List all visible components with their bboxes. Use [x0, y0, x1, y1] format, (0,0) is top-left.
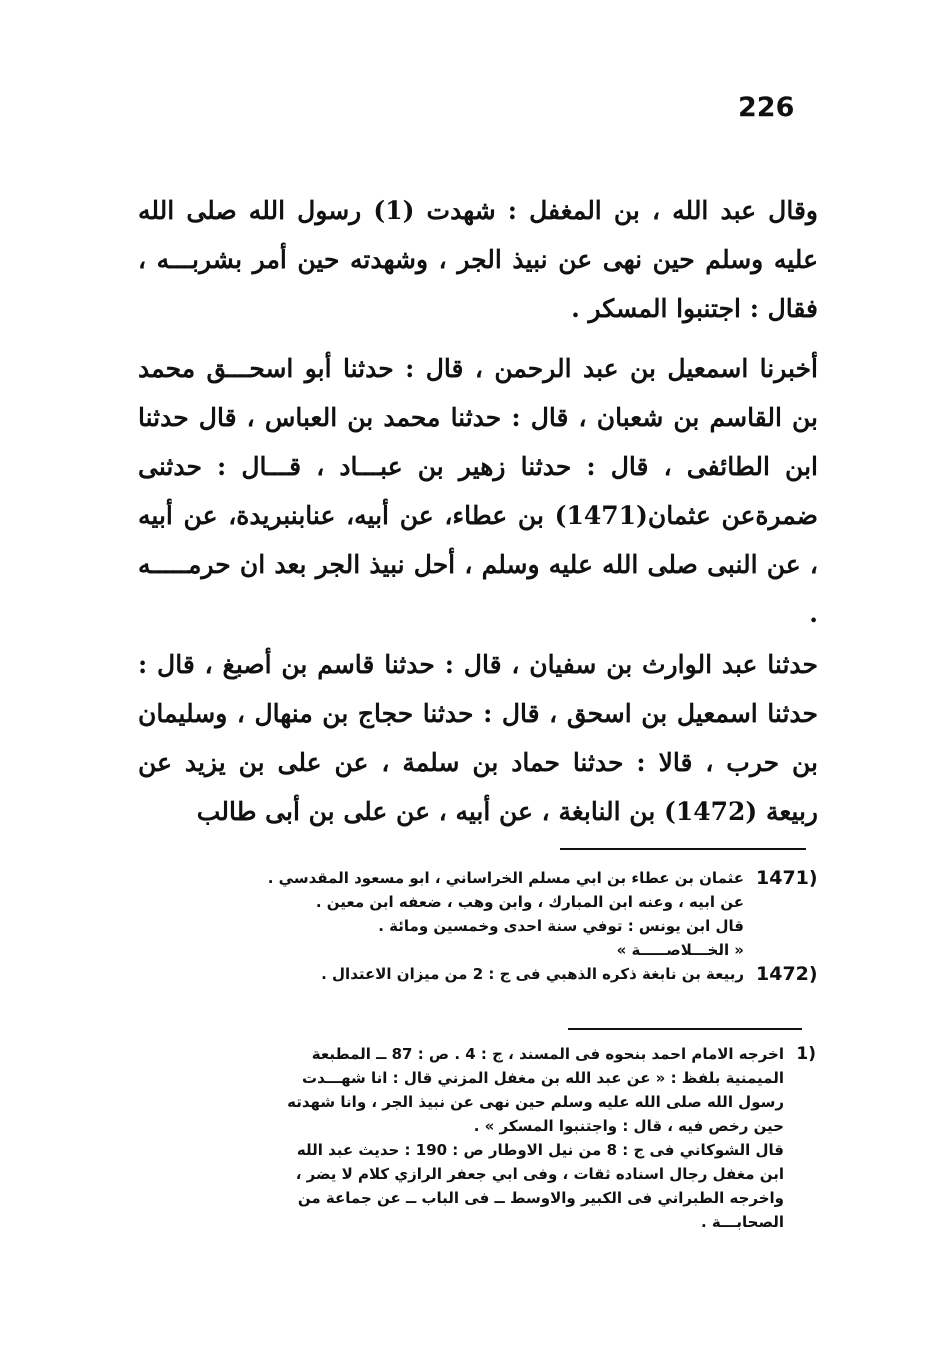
paragraph-text: أخبرنا اسمعيل بن عبد الرحمن ، قال : حدثنا أبو اسحـــق محمد بن القاسم بن شعبان ، قال : حدثنا محمد بن العباس ، قال حدثنا ابن الطائفى ، قال : حدثنا زهير بن عبـــاد ، قـــال : حدثنى ضمرةعن عثمان(1471) بن عطاء، عن أبيه، عنابنبريدة، عن أبيه ، عن النبى صلى الله عليه وسلم ، أحل نبيذ الجر بعد ان حرمـــــه . [138, 354, 818, 628]
note-number: 1) [796, 1044, 816, 1064]
narrator-note-1472 [136, 962, 816, 986]
note-number: 1472) [756, 963, 818, 985]
note-line: قال ابن يونس : توفي سنة احدى وخمسين ومائة . [378, 917, 744, 935]
narrator-note-1471 [136, 866, 816, 962]
source-notes [136, 1042, 816, 1234]
source-note-1 [136, 1042, 816, 1234]
note-text [136, 1042, 784, 1234]
note-line: الصحابـــة . [700, 1213, 784, 1231]
note-line: رسول الله صلى الله عليه وسلم حين نهى عن نبيذ الجر ، وانا شهدته [287, 1093, 784, 1111]
paragraph-3 [138, 640, 818, 836]
note-number: 1471) [756, 867, 818, 889]
note-line: حين رخص فيه ، قال : واجتنبوا المسكر » . [473, 1117, 784, 1135]
footnote-divider-2 [568, 1028, 802, 1030]
page-number: 226 [738, 92, 795, 123]
note-line: عثمان بن عطاء بن ابي مسلم الخراساني ، ابو مسعود المقدسي . [267, 869, 744, 887]
narrator-notes [136, 866, 816, 986]
paragraph-2 [138, 344, 818, 638]
paragraph-1 [138, 186, 818, 333]
paragraph-text: حدثنا عبد الوارث بن سفيان ، قال : حدثنا قاسم بن أصبغ ، قال : حدثنا اسمعيل بن اسحق ، قال : حدثنا حجاج بن منهال ، وسليمان بن حرب ، قالا : حدثنا حماد بن سلمة ، عن على بن يزيد عن ربيعة (1472) بن النابغة ، عن أبيه ، عن على بن أبى طالب [138, 650, 818, 826]
footnote-divider-1 [560, 848, 806, 850]
paragraph-text: وقال عبد الله ، بن المغفل : شهدت (1) رسول الله صلى الله عليه وسلم حين نهى عن نبيذ الجر ، وشهدته حين أمر بشربـــه ، فقال : اجتنبوا المسكر . [138, 196, 818, 323]
note-line: ربيعة بن نابغة ذكره الذهبي فى ج : 2 من ميزان الاعتدال . [321, 965, 744, 983]
note-line: ابن مغفل رجال اسناده ثقات ، وفى ابي جعفر الرازي كلام لا يضر ، [295, 1165, 784, 1183]
note-line: واخرجه الطبراني فى الكبير والاوسط ــ فى الباب ــ عن جماعة من [297, 1189, 784, 1207]
note-source-label: « الخـــلاصـــــة » [616, 941, 744, 959]
note-text [136, 962, 744, 986]
note-line: عن ابيه ، وعنه ابن المبارك ، وابن وهب ، ضعفه ابن معين . [315, 893, 744, 911]
note-line: قال الشوكاني فى ج : 8 من نيل الاوطار ص : 190 : حديث عبد الله [296, 1141, 784, 1159]
note-line: اخرجه الامام احمد بنحوه فى المسند ، ج : 4 . ص : 87 ــ المطبعة [311, 1045, 784, 1063]
note-text [136, 866, 744, 962]
note-line: الميمنية بلفظ : « عن عبد الله بن مغفل المزني قال : انا شهـــدت [302, 1069, 784, 1087]
